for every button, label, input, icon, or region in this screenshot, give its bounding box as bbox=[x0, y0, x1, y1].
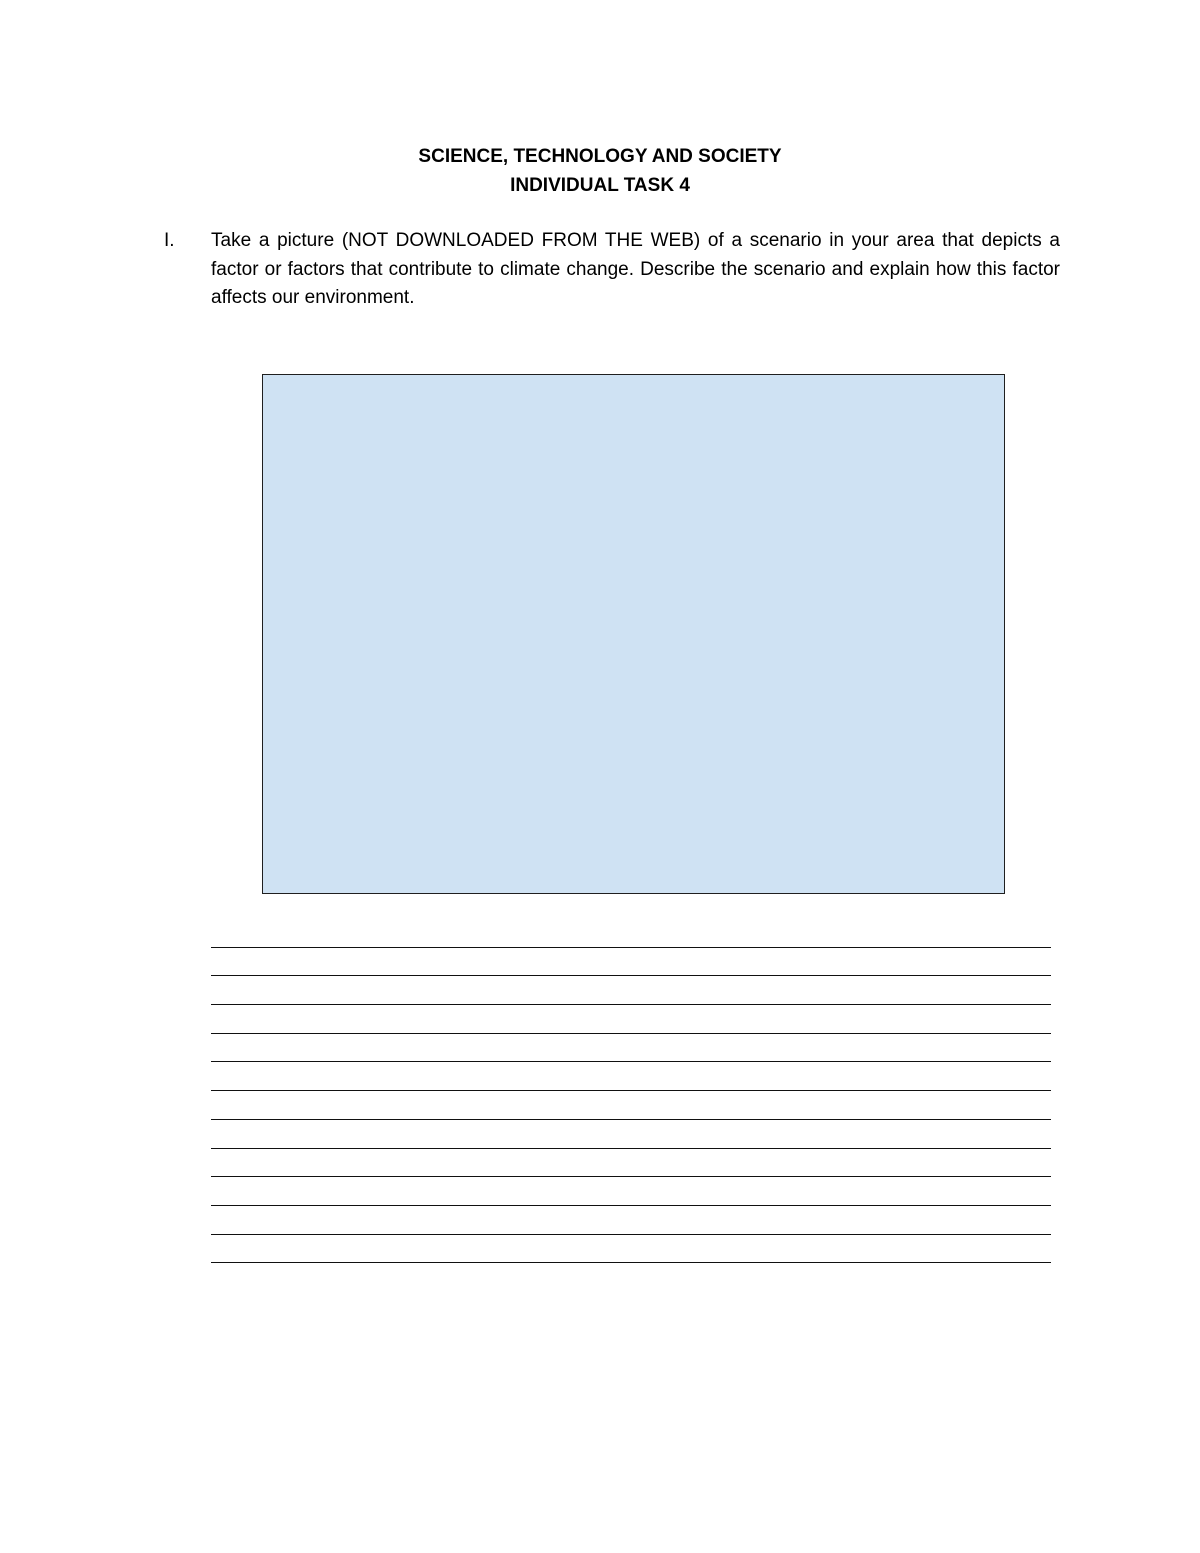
photo-placeholder-box[interactable] bbox=[262, 374, 1005, 894]
answer-line[interactable] bbox=[211, 1011, 1051, 1040]
answer-line[interactable] bbox=[211, 954, 1051, 983]
answer-line[interactable] bbox=[211, 982, 1051, 1011]
course-title: SCIENCE, TECHNOLOGY AND SOCIETY bbox=[418, 146, 782, 167]
document-title bbox=[0, 142, 1200, 200]
answer-line[interactable] bbox=[211, 1241, 1051, 1270]
answer-line[interactable] bbox=[211, 1040, 1051, 1069]
answer-line[interactable] bbox=[211, 1126, 1051, 1155]
answer-line[interactable] bbox=[211, 1212, 1051, 1241]
answer-line[interactable] bbox=[211, 1097, 1051, 1126]
answer-line[interactable] bbox=[211, 925, 1051, 954]
task-instructions: Take a picture (NOT DOWNLOADED FROM THE WEB) of a scenario in your area that depicts a factor or factors that contribute to climate change. Describe the scenario and explain how this factor affects our environment. bbox=[211, 230, 1060, 308]
answer-line[interactable] bbox=[211, 1068, 1051, 1097]
answer-lines[interactable] bbox=[211, 925, 1051, 1269]
answer-line[interactable] bbox=[211, 1183, 1051, 1212]
task-title: INDIVIDUAL TASK 4 bbox=[510, 175, 690, 196]
task-number: I. bbox=[164, 230, 175, 251]
answer-line[interactable] bbox=[211, 1155, 1051, 1184]
